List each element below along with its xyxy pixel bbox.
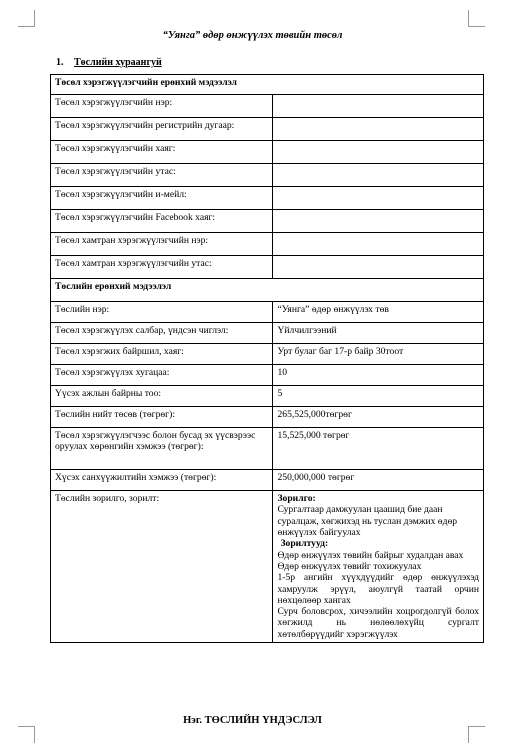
field-value [273, 95, 484, 118]
objective-item: Сурч боловсрох, хичээлийн хоцрогдолгүй болох хөгжилд нь нөлөөлөхүйц сургалт хөтөлбөрүүдийг хэрэгжүүлэх [277, 606, 479, 640]
field-label: Төсөл хэрэгжүүлэгчийн хаяг: [51, 141, 273, 164]
crop-mark-bottom-right [468, 726, 485, 743]
field-value [273, 118, 484, 141]
table-row [51, 141, 484, 164]
objective-item: 1-5р ангийн хүүхдүүдийг өдөр өнжүүлэхэд хамруулж эрүүл, аюулгүй таатай орчин нөхцөлөөр хангах [277, 572, 479, 606]
goal-title: Зорилго: [277, 493, 316, 504]
goal-row [51, 491, 484, 643]
field-value [273, 210, 484, 233]
crop-mark-bottom-left [18, 726, 35, 743]
field-label: Төслийн нийт төсөв (төгрөг): [51, 407, 273, 428]
objective-item: Өдөр өнжүүлэх төвийн байрыг худалдан авах [277, 549, 464, 561]
applicant-header: Төсөл хэрэгжүүлэгчийн ерөнхий мэдээлэл [51, 75, 484, 95]
table-row [51, 344, 484, 365]
field-label: Төсөл хэрэгжүүлэгчийн нэр: [51, 95, 273, 118]
field-label: Төсөл хэрэгжүүлэгчийн утас: [51, 164, 273, 187]
field-value [273, 141, 484, 164]
field-value: 265,525,000төгрөг [273, 407, 484, 428]
field-label: Төслийн нэр: [51, 302, 273, 323]
field-value [273, 187, 484, 210]
table-row [51, 428, 484, 470]
table-row [51, 95, 484, 118]
field-label: Төсөл хэрэгжүүлэх салбар, үндсэн чиглэл: [51, 323, 273, 344]
page-footer-heading: Нэг. ТӨСЛИЙН ҮНДЭСЛЭЛ [183, 715, 322, 726]
crop-mark-top-left [18, 10, 35, 27]
field-label: Төсөл хэрэгжих байршил, хаяг: [51, 344, 273, 365]
table-row [51, 386, 484, 407]
field-label: Төсөл хэрэгжүүлэгчийн и-мейл: [51, 187, 273, 210]
field-value: “Уянга” өдөр өнжүүлэх төв [273, 302, 484, 323]
summary-table [50, 74, 484, 643]
document-title: “Уянга” өдөр өнжүүлэх төвийн төсөл [162, 30, 343, 41]
field-label: Хүсэх санхүүжилтийн хэмжээ (төгрөг): [51, 470, 273, 491]
section-label: Төслийн хураангуй [74, 57, 162, 68]
field-label: Төсөл хэрэгжүүлэх хугацаа: [51, 365, 273, 386]
table-row [51, 323, 484, 344]
section-number: 1. [56, 57, 64, 68]
field-label: Төсөл хэрэгжүүлэгчээс болон бусад эх үүсвэрээс оруулах хөрөнгийн хэмжээ (төгрөг): [51, 428, 273, 470]
table-row [51, 256, 484, 279]
field-value: Урт булаг баг 17-р байр 30тоот [273, 344, 484, 365]
goal-content [273, 491, 484, 643]
applicant-header-row [51, 75, 484, 95]
objective-item: Өдөр өнжүүлэх төвийг тохижуулах [277, 560, 422, 572]
goal-text: Сургалтаар дамжуулан цаашид бие даан суралцаж, хөгжихэд нь туслан дэмжих өдөр өнжүүлэх байгуулах [277, 504, 458, 538]
goal-label: Төслийн зорилго, зорилт: [51, 491, 273, 643]
table-row [51, 302, 484, 323]
field-label: Төсөл хамтран хэрэгжүүлэгчийн нэр: [51, 233, 273, 256]
field-value: 5 [273, 386, 484, 407]
table-row [51, 187, 484, 210]
field-value: 250,000,000 төгрөг [273, 470, 484, 491]
project-header-row [51, 279, 484, 302]
field-value: 15,525,000 төгрөг [273, 428, 484, 470]
field-label: Төсөл хэрэгжүүлэгчийн Facebook хаяг: [51, 210, 273, 233]
field-value [273, 256, 484, 279]
crop-mark-top-right [468, 10, 485, 27]
table-row [51, 365, 484, 386]
project-header: Төслийн ерөнхий мэдээлэл [51, 279, 484, 302]
section-heading [56, 57, 162, 68]
field-label: Төсөл хамтран хэрэгжүүлэгчийн утас: [51, 256, 273, 279]
field-value: Үйлчилгээний [273, 323, 484, 344]
field-label: Төсөл хэрэгжүүлэгчийн регистрийн дугаар: [51, 118, 273, 141]
table-row [51, 164, 484, 187]
table-row [51, 407, 484, 428]
field-value [273, 164, 484, 187]
table-row [51, 118, 484, 141]
table-row [51, 210, 484, 233]
field-label: Үүсэх ажлын байрны тоо: [51, 386, 273, 407]
objectives-title: Зорилтууд: [280, 538, 329, 550]
field-value [273, 233, 484, 256]
table-row [51, 470, 484, 491]
field-value: 10 [273, 365, 484, 386]
table-row [51, 233, 484, 256]
